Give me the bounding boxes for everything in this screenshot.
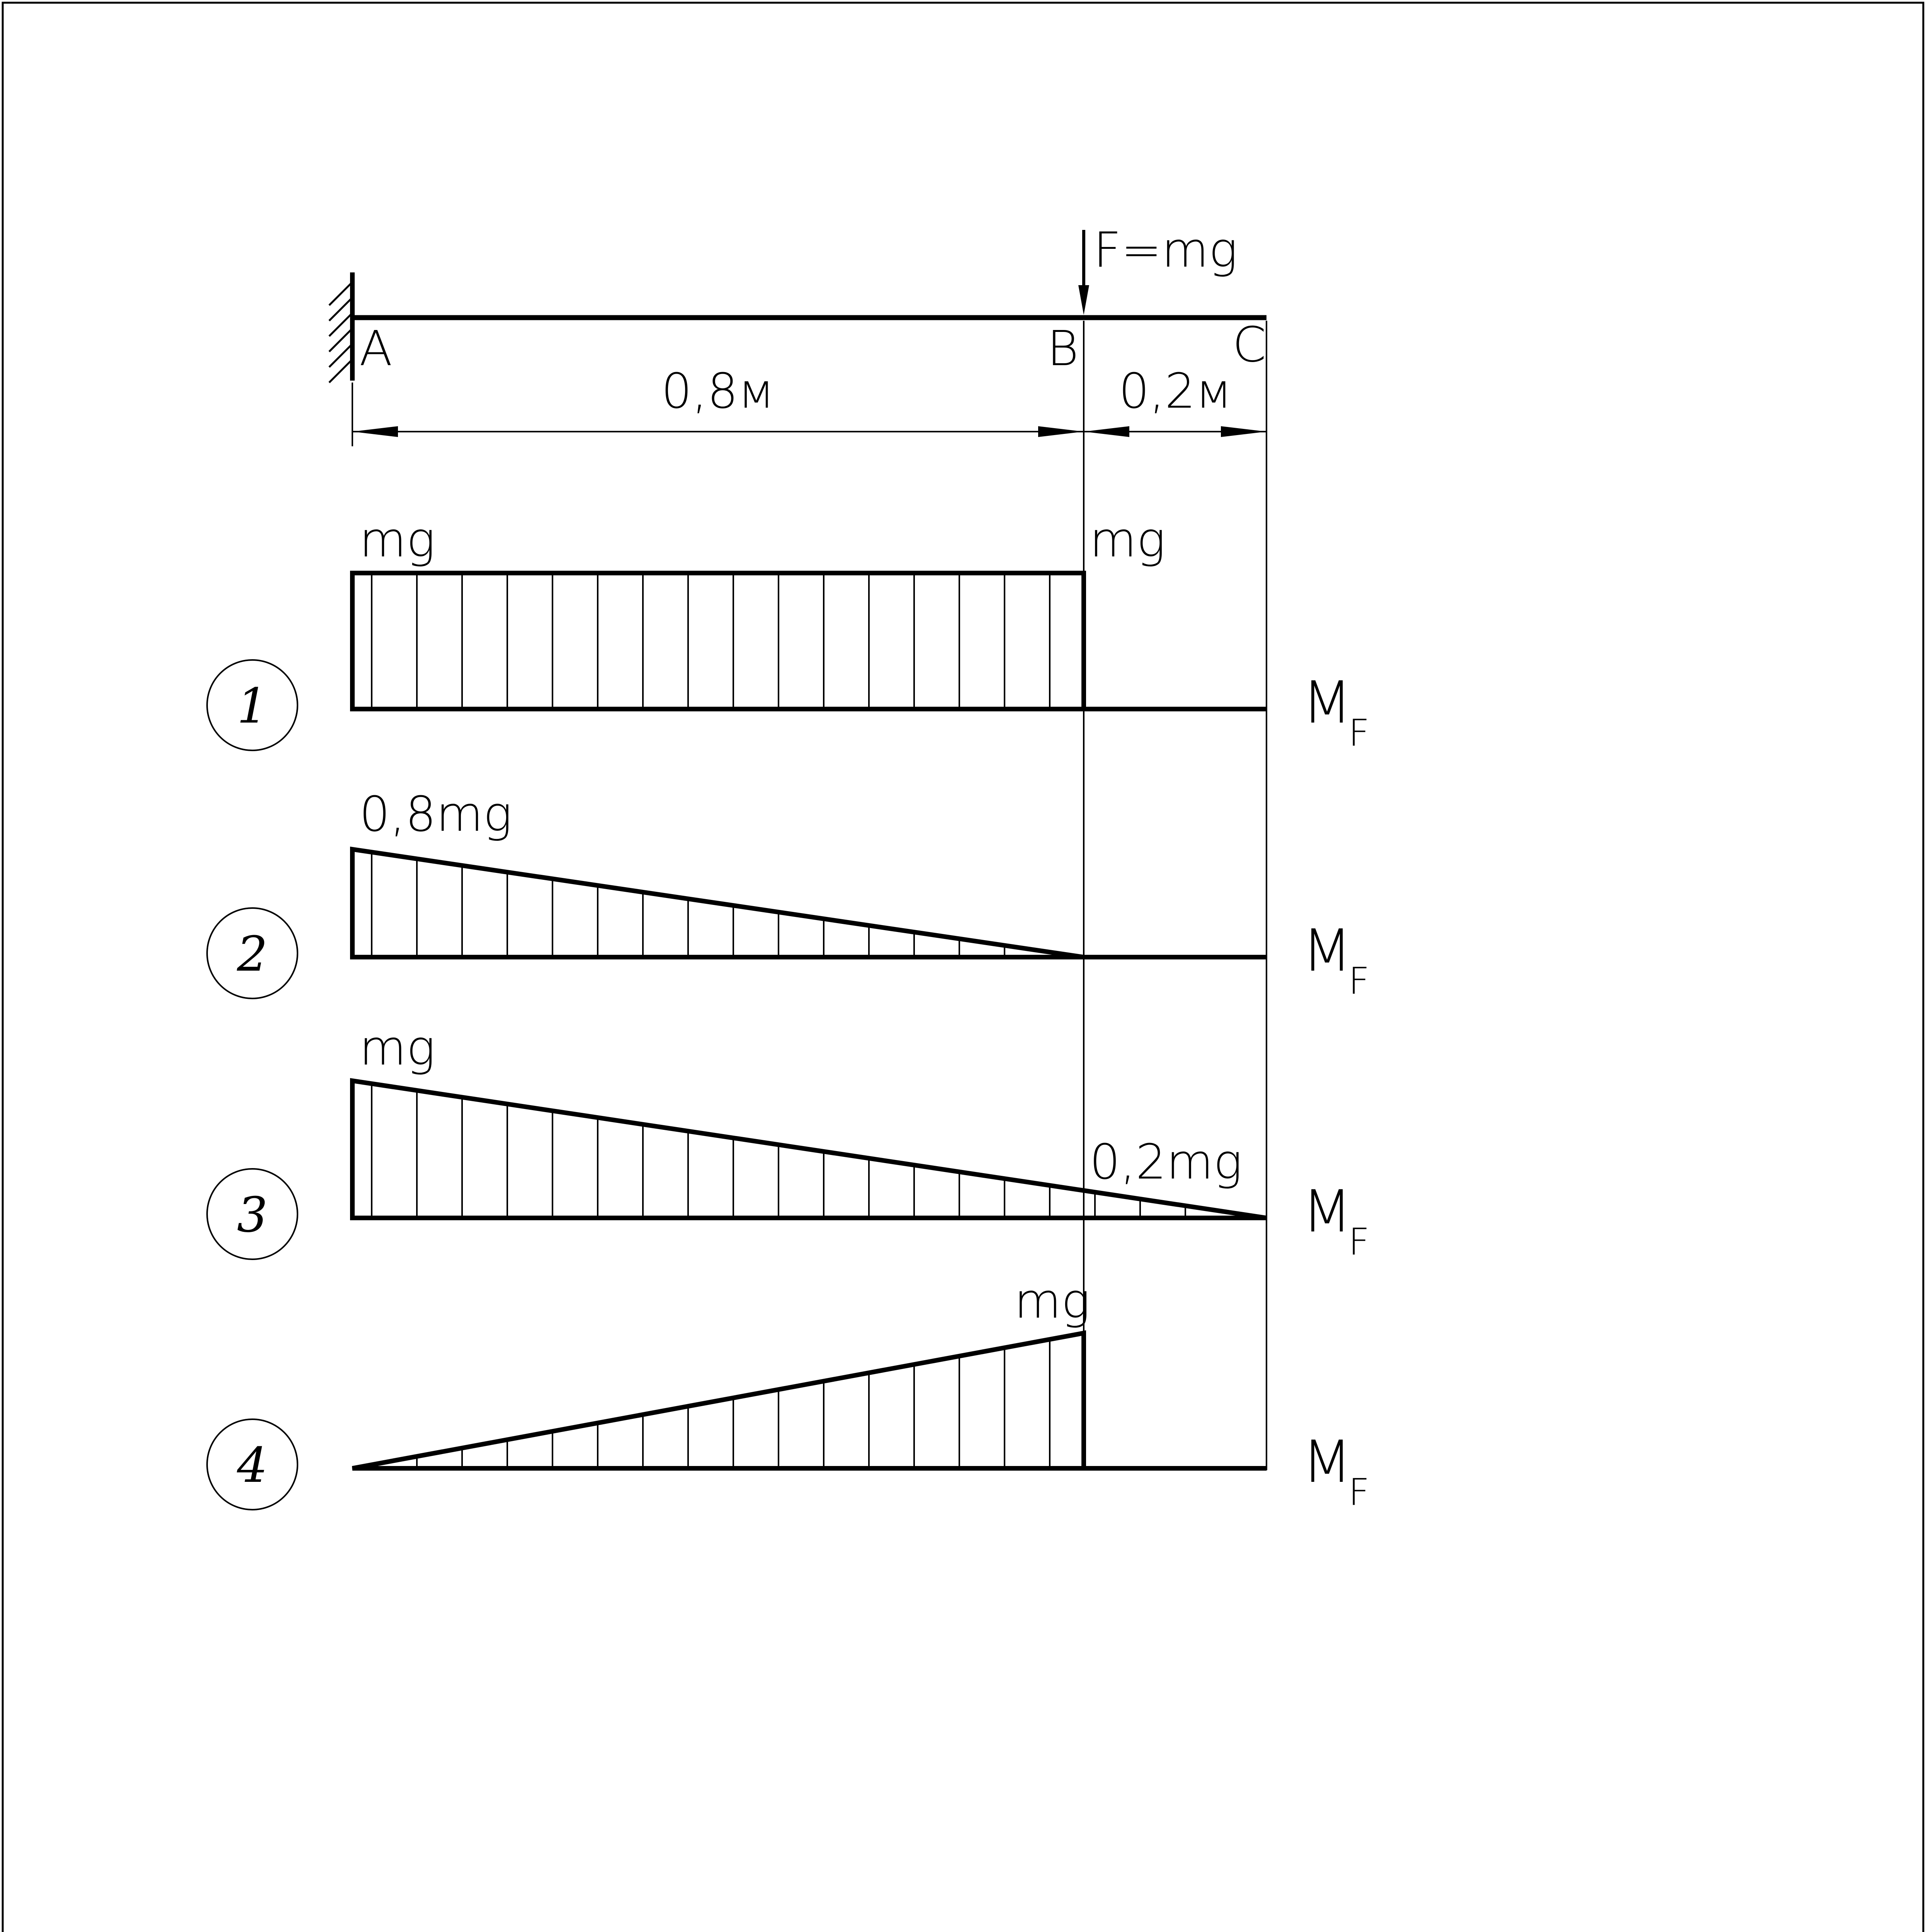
moment-diagram-2 <box>207 786 1370 1003</box>
point-a-label: A <box>359 321 393 377</box>
moment-diagram-3 <box>207 1020 1370 1264</box>
moment-label: M <box>1302 669 1352 736</box>
moment-label-subscript: F <box>1348 960 1370 1003</box>
diagram-value-label: mg <box>359 1020 435 1076</box>
diagram-value-label: 0,8mg <box>359 786 512 842</box>
diagram-value-label: mg <box>359 512 435 568</box>
span-bc-label: 0,2м <box>1119 363 1232 419</box>
point-b-label: B <box>1047 321 1079 377</box>
moment-label: M <box>1302 1429 1352 1496</box>
moment-label: M <box>1302 1178 1352 1245</box>
fixed-support-hatching <box>329 282 352 383</box>
moment-diagram-1 <box>207 512 1370 755</box>
diagram-number: 3 <box>237 1187 268 1243</box>
sheet-frame <box>3 3 1923 1932</box>
moment-label: M <box>1302 917 1352 985</box>
span-ab-label: 0,8м <box>661 363 775 419</box>
load-label: F=mg <box>1093 222 1238 278</box>
moment-label-subscript: F <box>1348 1221 1370 1264</box>
dimension-lines <box>352 321 1266 1470</box>
diagram-value-label: mg <box>1014 1273 1090 1329</box>
diagram-number: 2 <box>237 926 268 982</box>
diagram-value-label: 0,2mg <box>1090 1134 1243 1190</box>
point-c-label: C <box>1232 317 1266 373</box>
diagram-number: 4 <box>237 1437 268 1493</box>
diagram-outline <box>352 1333 1084 1468</box>
moment-diagram-4 <box>207 1273 1370 1514</box>
moment-label-subscript: F <box>1348 712 1370 755</box>
diagram-hatching <box>372 573 1050 709</box>
diagram-value-label: mg <box>1090 512 1166 568</box>
moment-diagrams <box>207 512 1370 1514</box>
load-arrow <box>1078 230 1089 315</box>
diagram-number: 1 <box>237 678 268 734</box>
beam-scheme <box>329 222 1266 1470</box>
moment-label-subscript: F <box>1348 1471 1370 1514</box>
